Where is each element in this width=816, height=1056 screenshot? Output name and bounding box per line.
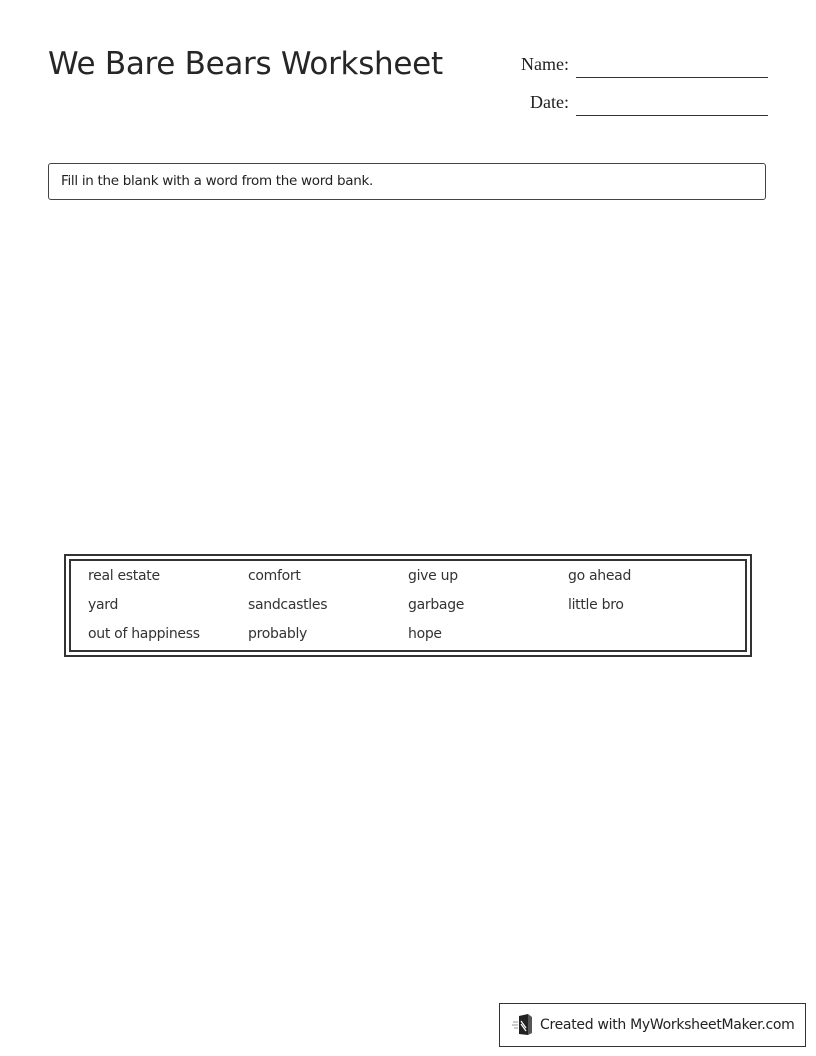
word-bank-item: probably xyxy=(248,626,308,642)
name-label: Name: xyxy=(521,54,569,74)
page-title: We Bare Bears Worksheet xyxy=(48,46,443,82)
word-bank-item: sandcastles xyxy=(248,597,328,613)
name-field[interactable] xyxy=(576,77,768,78)
word-bank-item: yard xyxy=(88,597,119,613)
name-field-row xyxy=(500,48,768,78)
word-bank-item: real estate xyxy=(88,568,160,584)
date-label: Date: xyxy=(530,92,569,112)
worksheet-maker-logo-icon xyxy=(512,1013,534,1037)
date-field-row xyxy=(500,86,768,116)
word-bank-item: out of happiness xyxy=(88,626,200,642)
word-bank-item: give up xyxy=(408,568,458,584)
word-bank-item: comfort xyxy=(248,568,301,584)
date-field[interactable] xyxy=(576,115,768,116)
instructions-box: Fill in the blank with a word from the word bank. xyxy=(48,163,766,200)
footer-badge[interactable] xyxy=(499,1003,806,1047)
word-bank-item: hope xyxy=(408,626,442,642)
word-bank-item: garbage xyxy=(408,597,465,613)
footer-credit-text: Created with MyWorksheetMaker.com xyxy=(540,1017,795,1033)
word-bank-grid xyxy=(88,566,728,653)
word-bank xyxy=(64,554,752,657)
word-bank-item: go ahead xyxy=(568,568,632,584)
word-bank-item: little bro xyxy=(568,597,624,613)
